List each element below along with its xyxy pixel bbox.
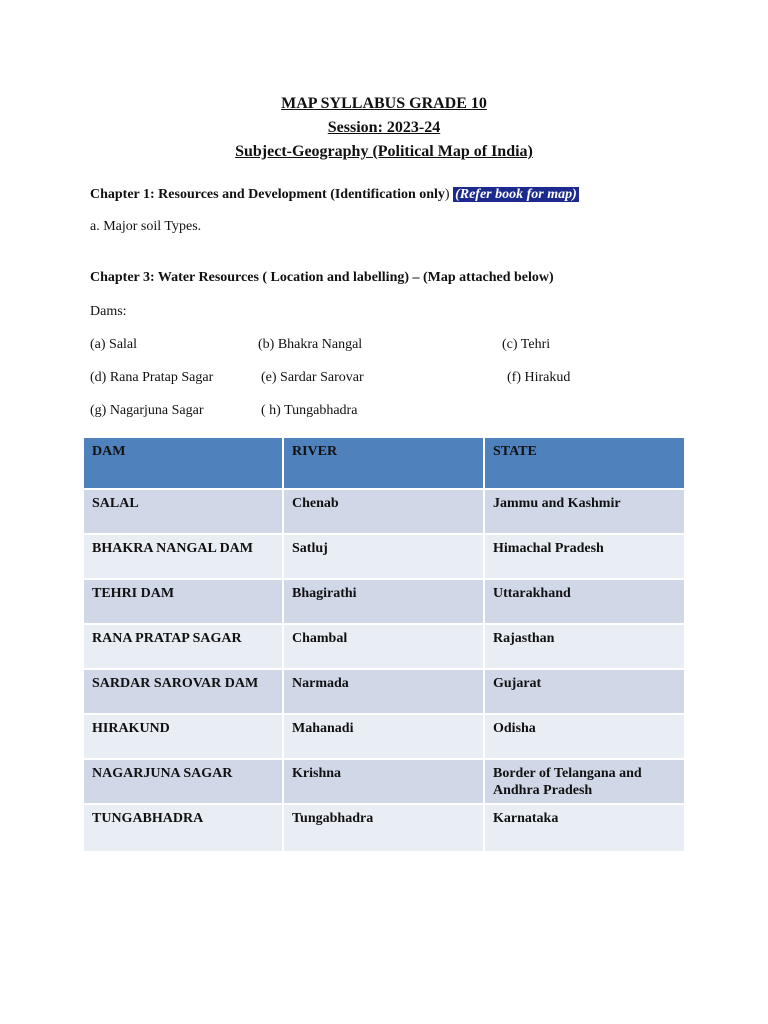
cell-river: Chenab bbox=[283, 489, 484, 534]
dam-table bbox=[82, 436, 686, 853]
dam-list-item: (d) Rana Pratap Sagar bbox=[90, 370, 214, 385]
cell-dam: NAGARJUNA SAGAR bbox=[83, 759, 283, 804]
cell-state: Odisha bbox=[484, 714, 685, 759]
table-row bbox=[83, 714, 685, 759]
table-header-row bbox=[83, 437, 685, 489]
dam-list-item: (g) Nagarjuna Sagar bbox=[90, 403, 204, 418]
column-header-state: STATE bbox=[484, 437, 685, 489]
chapter1-close-paren: ) bbox=[444, 187, 450, 202]
cell-river: Bhagirathi bbox=[283, 579, 484, 624]
dam-list-item: (a) Salal bbox=[90, 337, 138, 352]
cell-river: Tungabhadra bbox=[283, 804, 484, 852]
chapter3-heading: Chapter 3: Water Resources ( Location and labelling) – (Map attached below) bbox=[90, 270, 554, 285]
cell-dam: SALAL bbox=[83, 489, 283, 534]
table-row bbox=[83, 624, 685, 669]
dam-list-item: (e) Sardar Sarovar bbox=[261, 370, 364, 385]
table-row bbox=[83, 804, 685, 852]
table-row bbox=[83, 759, 685, 804]
cell-state: Border of Telangana and Andhra Pradesh bbox=[484, 759, 685, 804]
dam-list-item: (f) Hirakud bbox=[507, 370, 571, 385]
cell-dam: SARDAR SAROVAR DAM bbox=[83, 669, 283, 714]
cell-river: Krishna bbox=[283, 759, 484, 804]
column-header-dam: DAM bbox=[83, 437, 283, 489]
cell-dam: RANA PRATAP SAGAR bbox=[83, 624, 283, 669]
dam-list-item: (b) Bhakra Nangal bbox=[258, 337, 363, 352]
cell-state: Himachal Pradesh bbox=[484, 534, 685, 579]
cell-dam: TEHRI DAM bbox=[83, 579, 283, 624]
cell-dam: BHAKRA NANGAL DAM bbox=[83, 534, 283, 579]
cell-river: Satluj bbox=[283, 534, 484, 579]
cell-state: Gujarat bbox=[484, 669, 685, 714]
dams-label: Dams: bbox=[90, 304, 127, 319]
table-row bbox=[83, 534, 685, 579]
chapter1-heading bbox=[90, 186, 579, 204]
dam-list-item: (c) Tehri bbox=[502, 337, 551, 352]
cell-state: Jammu and Kashmir bbox=[484, 489, 685, 534]
table-row bbox=[83, 489, 685, 534]
column-header-river: RIVER bbox=[283, 437, 484, 489]
cell-river: Mahanadi bbox=[283, 714, 484, 759]
document-title: MAP SYLLABUS GRADE 10 bbox=[281, 95, 487, 112]
session-line: Session: 2023-24 bbox=[327, 119, 441, 136]
table-row bbox=[83, 579, 685, 624]
chapter1-item: a. Major soil Types. bbox=[90, 219, 202, 234]
refer-book-note: (Refer book for map) bbox=[455, 187, 577, 202]
subject-line: Subject-Geography (Political Map of India) bbox=[235, 143, 533, 160]
cell-river: Chambal bbox=[283, 624, 484, 669]
cell-state: Uttarakhand bbox=[484, 579, 685, 624]
cell-river: Narmada bbox=[283, 669, 484, 714]
cell-state: Karnataka bbox=[484, 804, 685, 852]
cell-dam: HIRAKUND bbox=[83, 714, 283, 759]
table-row bbox=[83, 669, 685, 714]
cell-state: Rajasthan bbox=[484, 624, 685, 669]
dam-list-item: ( h) Tungabhadra bbox=[261, 403, 358, 418]
chapter1-heading-text: Chapter 1: Resources and Development (Identification only bbox=[90, 187, 445, 202]
cell-dam: TUNGABHADRA bbox=[83, 804, 283, 852]
